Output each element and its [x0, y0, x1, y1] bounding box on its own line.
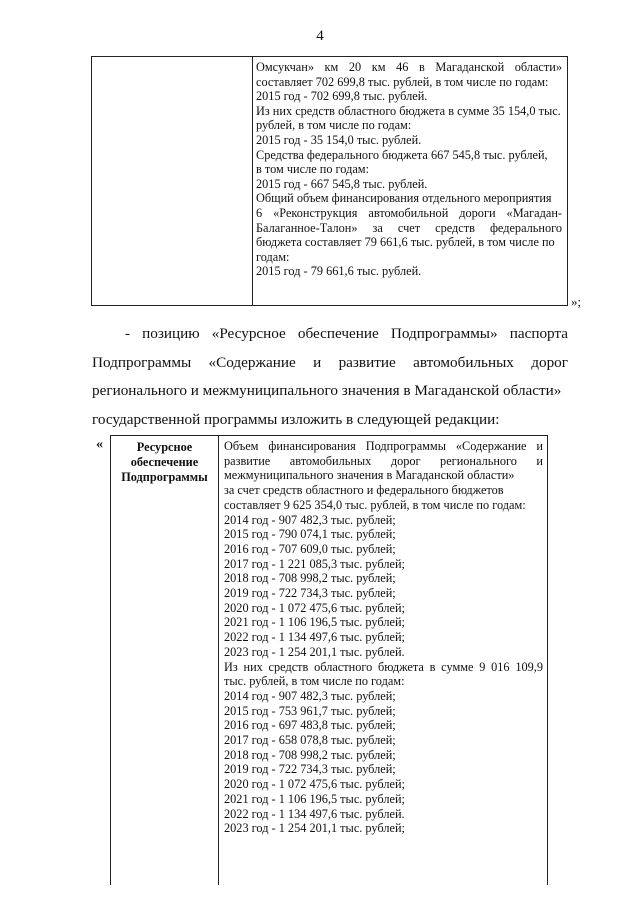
text-line: годам:: [256, 249, 290, 264]
text-line: Средства федерального бюджета 667 545,8 тыс. рублей,: [256, 147, 548, 162]
text-line: 2016 год - 707 609,0 тыс. рублей;: [224, 541, 396, 556]
paragraph-line: регионального и межмуниципального значения в Магаданской области»: [92, 382, 562, 399]
text-line: бюджета составляет 79 661,6 тыс. рублей, в том числе по: [256, 235, 555, 250]
text-line: 2021 год - 1 106 196,5 тыс. рублей;: [224, 615, 405, 630]
text-line: 2022 год - 1 134 497,6 тыс. рублей.: [224, 806, 405, 821]
text-line: 2018 год - 708 998,2 тыс. рублей;: [224, 747, 396, 762]
text-line: межмуниципального значения в Магаданской области»: [224, 468, 515, 483]
top-table: [91, 56, 568, 306]
text-line: 2015 год - 702 699,8 тыс. рублей.: [256, 89, 428, 104]
opening-quote-mark: «: [96, 437, 103, 452]
text-line: 2023 год - 1 254 201,1 тыс. рублей;: [224, 821, 405, 836]
resource-text-cell: [224, 439, 543, 836]
text-line: 6 «Реконструкция автомобильной дороги «Магадан-: [256, 205, 562, 220]
text-line: составляет 702 699,8 тыс. рублей, в том числе по годам:: [256, 74, 549, 89]
text-line: Из них средств областного бюджета в сумме 9 016 109,9: [224, 659, 543, 674]
text-line: рублей, в том числе по годам:: [256, 118, 412, 133]
text-line: Омсукчан» км 20 км 46 в Магаданской области»: [256, 60, 562, 74]
amendment-paragraph: [92, 320, 568, 434]
text-line: Балаганное-Талон» за счет средств федерального: [256, 220, 562, 235]
text-line: составляет 9 625 354,0 тыс. рублей, в том числе по годам:: [224, 497, 526, 512]
financing-text-cell: [256, 60, 562, 279]
text-line: 2022 год - 1 134 497,6 тыс. рублей;: [224, 630, 405, 645]
text-line: 2014 год - 907 482,3 тыс. рублей;: [224, 688, 396, 703]
text-line: 2017 год - 1 221 085,3 тыс. рублей;: [224, 556, 405, 571]
text-line: Объем финансирования Подпрограммы «Содержание и: [224, 439, 543, 453]
text-line: развитие автомобильных дорог регионального и: [224, 453, 543, 468]
header-line: Подпрограммы: [121, 469, 208, 484]
text-line: Общий объем финансирования отдельного мероприятия: [256, 191, 552, 206]
text-line: в том числе по годам:: [256, 162, 370, 177]
paragraph-line: государственной программы изложить в следующей редакции:: [92, 410, 500, 428]
text-line: 2015 год - 35 154,0 тыс. рублей.: [256, 132, 422, 147]
text-line: 2019 год - 722 734,3 тыс. рублей;: [224, 586, 396, 601]
text-line: 2015 год - 790 074,1 тыс. рублей;: [224, 527, 396, 542]
header-line: Ресурсное: [136, 440, 193, 454]
text-line: 2023 год - 1 254 201,1 тыс. рублей.: [224, 644, 405, 659]
text-line: 2015 год - 79 661,6 тыс. рублей.: [256, 264, 422, 279]
text-line: 2020 год - 1 072 475,6 тыс. рублей;: [224, 600, 405, 615]
paragraph-line: - позицию «Ресурсное обеспечение Подпрограммы» паспорта: [125, 325, 568, 342]
closing-quote-mark: »;: [571, 294, 582, 309]
text-line: 2014 год - 907 482,3 тыс. рублей;: [224, 512, 396, 527]
text-line: 2018 год - 708 998,2 тыс. рублей;: [224, 571, 396, 586]
text-line: 2016 год - 697 483,8 тыс. рублей;: [224, 718, 396, 733]
text-line: 2019 год - 722 734,3 тыс. рублей;: [224, 762, 396, 777]
text-line: Из них средств областного бюджета в сумме 35 154,0 тыс.: [256, 103, 561, 118]
paragraph-line: Подпрограммы «Содержание и развитие автомобильных дорог: [92, 353, 568, 371]
resource-table: [110, 435, 548, 885]
resource-header-cell: [113, 440, 216, 484]
text-line: 2015 год - 753 961,7 тыс. рублей;: [224, 703, 396, 718]
column-divider: [252, 57, 253, 305]
text-line: 2021 год - 1 106 196,5 тыс. рублей;: [224, 791, 405, 806]
text-line: 2017 год - 658 078,8 тыс. рублей;: [224, 733, 396, 748]
text-line: тыс. рублей, в том числе по годам:: [224, 674, 405, 689]
column-divider: [218, 436, 219, 885]
text-line: 2020 год - 1 072 475,6 тыс. рублей;: [224, 777, 405, 792]
header-line: обеспечение: [130, 454, 199, 469]
text-line: 2015 год - 667 545,8 тыс. рублей.: [256, 176, 428, 191]
page-number: 4: [316, 28, 324, 44]
text-line: за счет средств областного и федерального бюджетов: [224, 483, 504, 498]
